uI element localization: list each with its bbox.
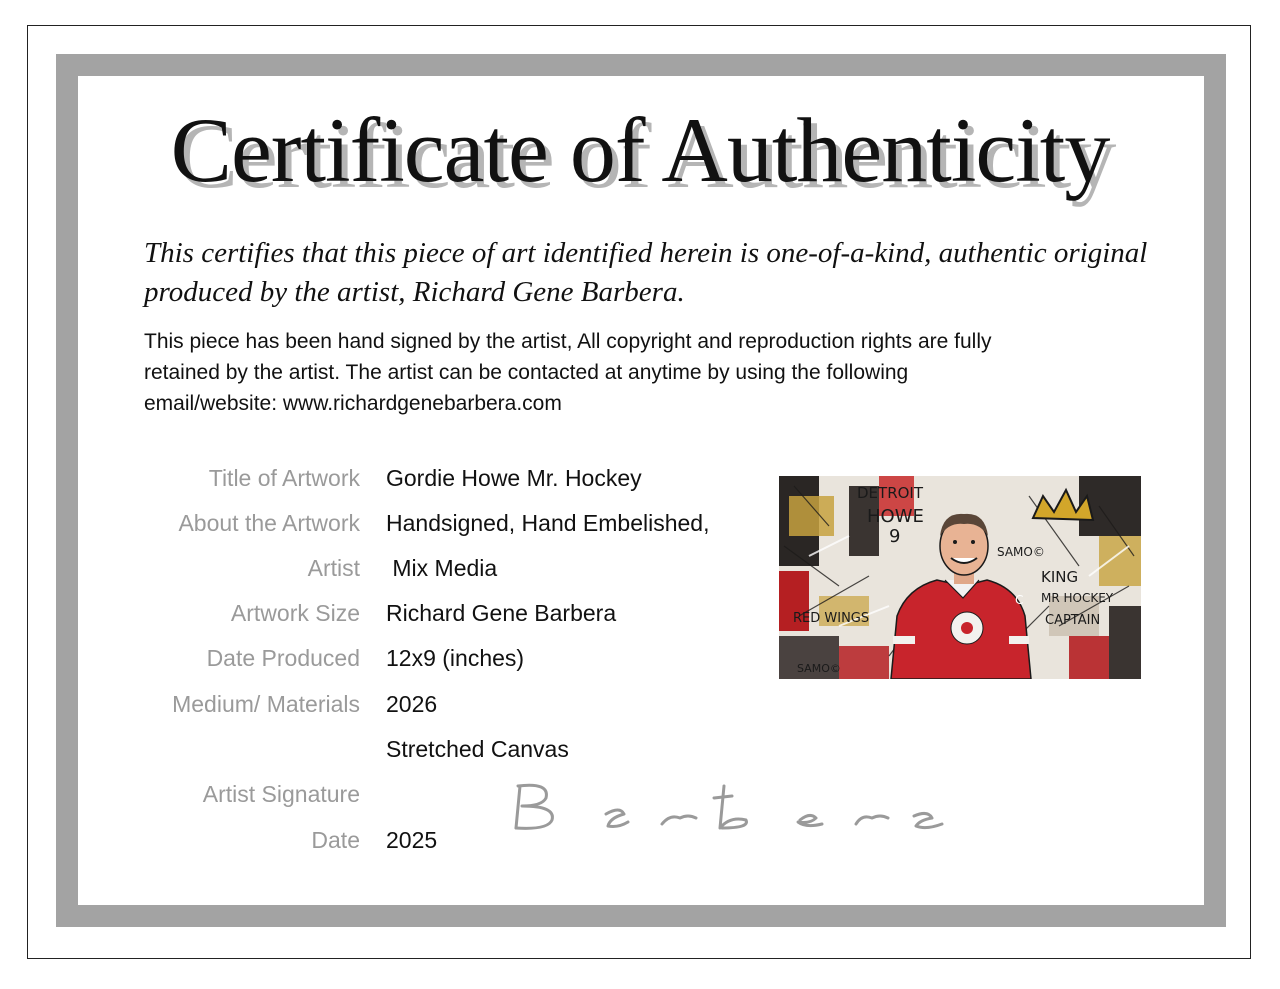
- rights-paragraph: [144, 326, 1144, 419]
- label-about-the-artwork: About the Artwork: [178, 510, 360, 536]
- rights-paragraph-line: email/website: www.richardgenebarbera.com: [144, 392, 562, 415]
- art-text-red-wings: RED WINGS: [793, 611, 870, 626]
- art-text-king: KING: [1041, 568, 1079, 586]
- label-artwork-size: Artwork Size: [230, 600, 360, 626]
- art-text-mr-hockey: MR HOCKEY: [1041, 591, 1114, 605]
- certification-statement: This certifies that this piece of art identified herein is one-of-a-kind, authentic original produced by the artist, Richard Gene Barbera.: [144, 237, 1148, 308]
- rights-paragraph-line: retained by the artist. The artist can be contacted at anytime by using the following: [144, 361, 909, 384]
- value-row-6: 2026: [386, 691, 438, 717]
- artist-signature: [510, 772, 950, 842]
- label-date: Date: [311, 827, 360, 853]
- value-row-7: Stretched Canvas: [386, 736, 569, 762]
- value-row-3: Mix Media: [386, 555, 498, 581]
- value-row-5: 12x9 (inches): [386, 645, 525, 671]
- art-text-jersey-letter: C: [1015, 593, 1024, 607]
- art-text-number: 9: [889, 526, 901, 547]
- label-date-produced: Date Produced: [206, 645, 360, 671]
- art-text-captain: CAPTAIN: [1045, 613, 1101, 628]
- value-row-4: Richard Gene Barbera: [386, 600, 617, 626]
- label-title-of-artwork: Title of Artwork: [208, 465, 360, 491]
- value-row-1: Gordie Howe Mr. Hockey: [386, 465, 642, 491]
- value-row-2: Handsigned, Hand Embelished,: [386, 510, 710, 536]
- label-artist-signature: Artist Signature: [202, 781, 360, 807]
- value-row-8: 2025: [386, 827, 438, 853]
- art-text-detroit: DETROIT: [857, 484, 924, 502]
- art-text-samo-bottom: SAMO©: [797, 662, 841, 675]
- art-text-samo: SAMO©: [997, 545, 1045, 559]
- certificate-title: Certificate of Authenticity: [170, 99, 1110, 201]
- label-artist: Artist: [307, 555, 360, 581]
- art-text-howe: HOWE: [867, 506, 924, 527]
- label-medium-materials: Medium/ Materials: [172, 691, 360, 717]
- rights-paragraph-line: This piece has been hand signed by the artist, All copyright and reproduction rights are fully: [144, 330, 992, 353]
- artwork-image: [779, 476, 1141, 679]
